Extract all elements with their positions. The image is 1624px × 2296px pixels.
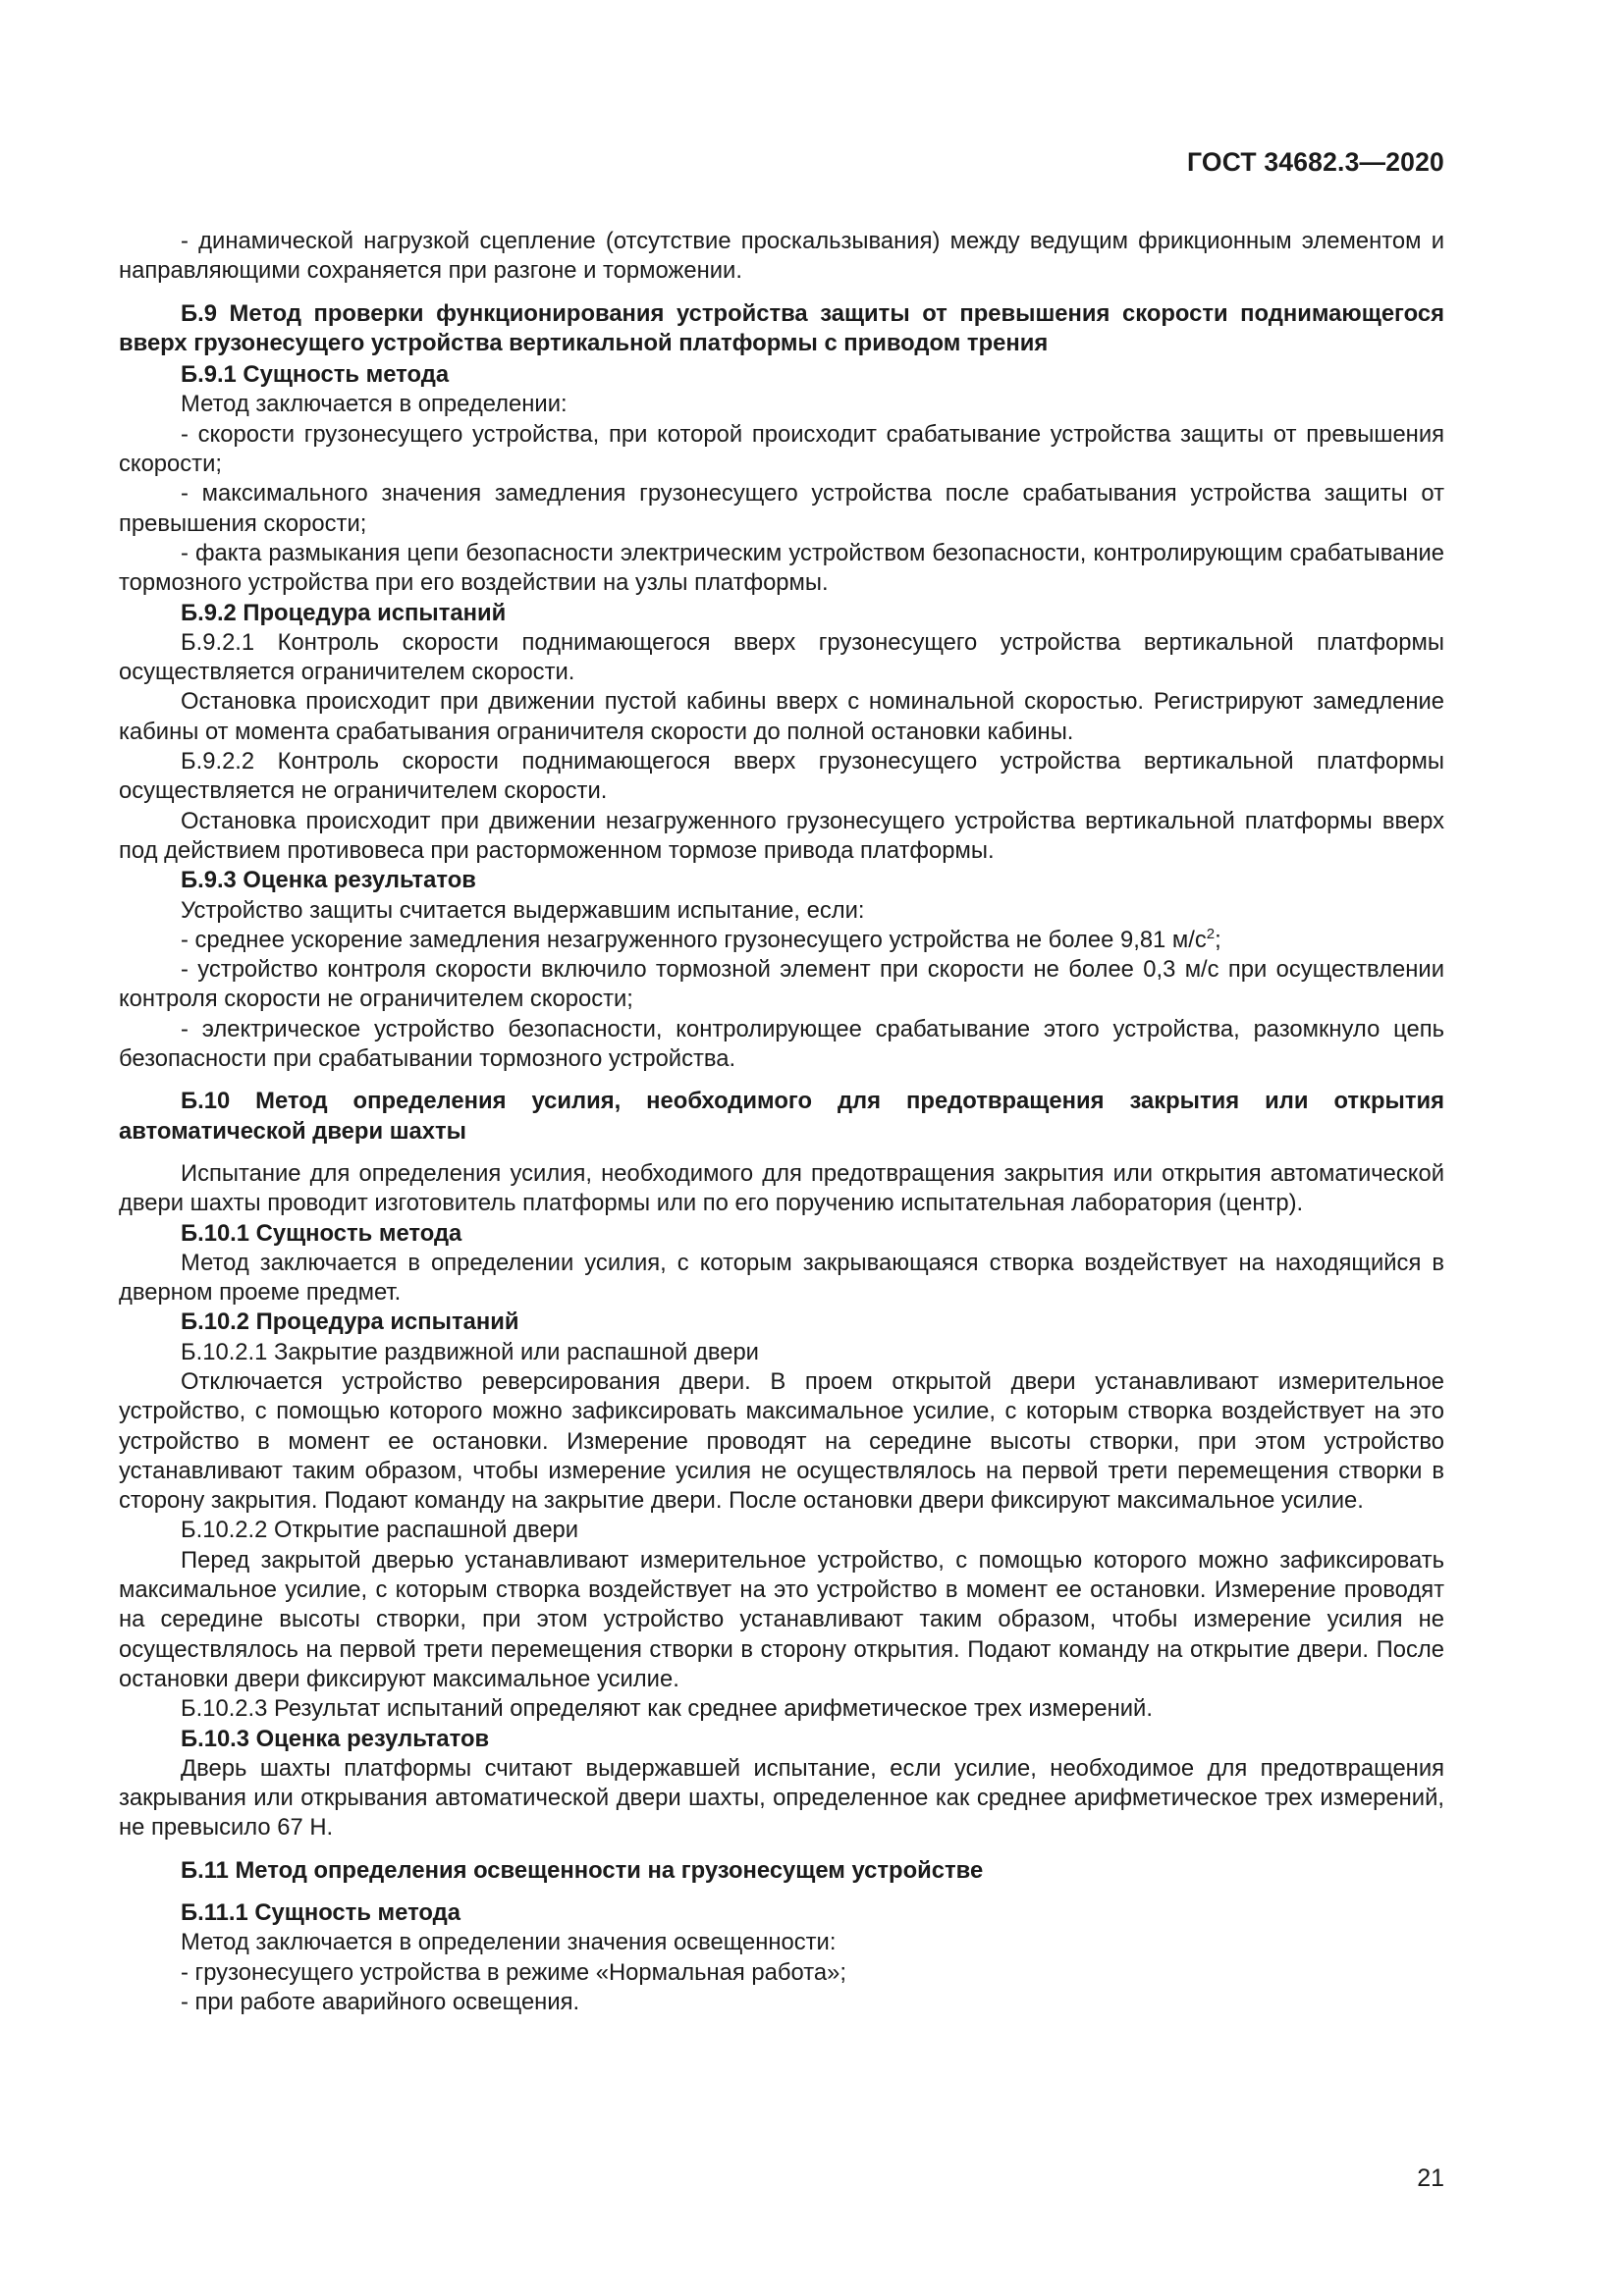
subsection-heading-b10-1: Б.10.1 Сущность метода bbox=[181, 1219, 462, 1247]
subsection-heading-b9-1: Б.9.1 Сущность метода bbox=[181, 361, 450, 389]
list-item-end: ; bbox=[1215, 926, 1221, 953]
paragraph: Б.9.2.2 Контроль скорости поднимающегося вверх грузонесущего устройства вертикальной платформы осуществляется не ограничителем скорости. bbox=[119, 748, 1444, 805]
subsection-heading-b11-1: Б.11.1 Сущность метода bbox=[181, 1899, 460, 1927]
paragraph: Метод заключается в определении усилия, с которым закрывающаяся створка воздействует на находящийся в дверном проеме предмет. bbox=[119, 1249, 1444, 1307]
paragraph: Дверь шахты платформы считают выдержавшей испытание, если усилие, необходимое для предотвращения закрывания или открывания автоматической двери шахты, определенное как среднее арифметическое трех измерений, не превысило 67 Н. bbox=[119, 1754, 1444, 1842]
paragraph: Метод заключается в определении значения освещенности: bbox=[181, 1929, 837, 1956]
paragraph: Б.10.2.3 Результат испытаний определяют как среднее арифметическое трех измерений. bbox=[181, 1695, 1153, 1723]
list-item: - скорости грузонесущего устройства, при которой происходит срабатывание устройства защиты от превышения скорости; bbox=[119, 420, 1444, 478]
document-body bbox=[119, 227, 1444, 2017]
section-heading-b9: Б.9 Метод проверки функционирования устройства защиты от превышения скорости поднимающегося вверх грузонесущего устройства вертикальной платформы с приводом трения bbox=[119, 299, 1444, 356]
document-number: ГОСТ 34682.3—2020 bbox=[1187, 147, 1444, 177]
list-item: - при работе аварийного освещения. bbox=[181, 1988, 580, 2015]
paragraph: Б.9.2.1 Контроль скорости поднимающегося вверх грузонесущего устройства вертикальной платформы осуществляется ограничителем скорости. bbox=[119, 628, 1444, 686]
paragraph: Устройство защиты считается выдержавшим испытание, если: bbox=[181, 896, 865, 924]
subsection-heading-b9-2: Б.9.2 Процедура испытаний bbox=[181, 599, 507, 626]
paragraph: Б.10.2.1 Закрытие раздвижной или распашной двери bbox=[181, 1338, 759, 1365]
paragraph: Б.10.2.2 Открытие распашной двери bbox=[181, 1517, 579, 1544]
paragraph: Остановка происходит при движении пустой кабины вверх с номинальной скоростью. Регистрируют замедление кабины от момента срабатывания ограничителя скорости до полной остановки кабины. bbox=[119, 688, 1444, 745]
subsection-heading-b9-3: Б.9.3 Оценка результатов bbox=[181, 867, 476, 894]
list-item: - устройство контроля скорости включило тормозной элемент при скорости не более 0,3 м/с при осуществлении контроля скорости не ограничителем скорости; bbox=[119, 956, 1444, 1013]
paragraph: Перед закрытой дверью устанавливают измерительное устройство, с помощью которого можно зафиксировать максимальное усилие, с которым створка воздействует на это устройство в момент ее остановки. Измерение проводят на середине высоты створки, при этом устройство устанавливают таким образом, чтобы измерение усилия не осуществлялось на первой трети перемещения створки в сторону открытия. Подают команду на открытие двери. После остановки двери фиксируют максимальное усилие. bbox=[119, 1546, 1444, 1692]
list-item: - максимального значения замедления грузонесущего устройства после срабатывания устройства защиты от превышения скорости; bbox=[119, 480, 1444, 537]
list-item-text: - среднее ускорение замедления незагруженного грузонесущего устройства не более 9,81 м/с bbox=[181, 926, 1207, 953]
paragraph: Метод заключается в определении: bbox=[181, 391, 568, 418]
list-item: - факта размыкания цепи безопасности электрическим устройством безопасности, контролирующим срабатывание тормозного устройства при его воздействии на узлы платформы. bbox=[119, 539, 1444, 597]
subsection-heading-b10-2: Б.10.2 Процедура испытаний bbox=[181, 1308, 519, 1336]
list-item: - электрическое устройство безопасности, контролирующее срабатывание этого устройства, разомкнуло цепь безопасности при срабатывании тормозного устройства. bbox=[119, 1015, 1444, 1073]
section-heading-b11: Б.11 Метод определения освещенности на грузонесущем устройстве bbox=[181, 1856, 984, 1884]
page-number: 21 bbox=[1417, 2164, 1444, 2192]
superscript: 2 bbox=[1206, 925, 1216, 942]
subsection-heading-b10-3: Б.10.3 Оценка результатов bbox=[181, 1725, 490, 1752]
list-item: - грузонесущего устройства в режиме «Нормальная работа»; bbox=[181, 1958, 846, 1986]
paragraph: Остановка происходит при движении незагруженного грузонесущего устройства вертикальной платформы вверх под действием противовеса при расторможенном тормозе привода платформы. bbox=[119, 807, 1444, 864]
paragraph: Отключается устройство реверсирования двери. В проем открытой двери устанавливают измерительное устройство, с помощью которого можно зафиксировать максимальное усилие, с которым створка воздействует на это устройство в момент ее остановки. Измерение проводят на середине высоты створки, при этом устройство устанавливают таким образом, чтобы измерение усилия не осуществлялось на первой трети перемещения створки в сторону закрытия. Подают команду на закрытие двери. После остановки двери фиксируют максимальное усилие. bbox=[119, 1367, 1444, 1515]
section-heading-b10: Б.10 Метод определения усилия, необходимого для предотвращения закрытия или открытия автоматической двери шахты bbox=[119, 1088, 1444, 1145]
paragraph: - динамической нагрузкой сцепление (отсутствие проскальзывания) между ведущим фрикционным элементом и направляющими сохраняется при разгоне и торможении. bbox=[119, 228, 1444, 285]
paragraph: Испытание для определения усилия, необходимого для предотвращения закрытия или открытия автоматической двери шахты проводит изготовитель платформы или по его поручению испытательная лаборатория (центр). bbox=[119, 1159, 1444, 1217]
list-item bbox=[119, 926, 1444, 955]
